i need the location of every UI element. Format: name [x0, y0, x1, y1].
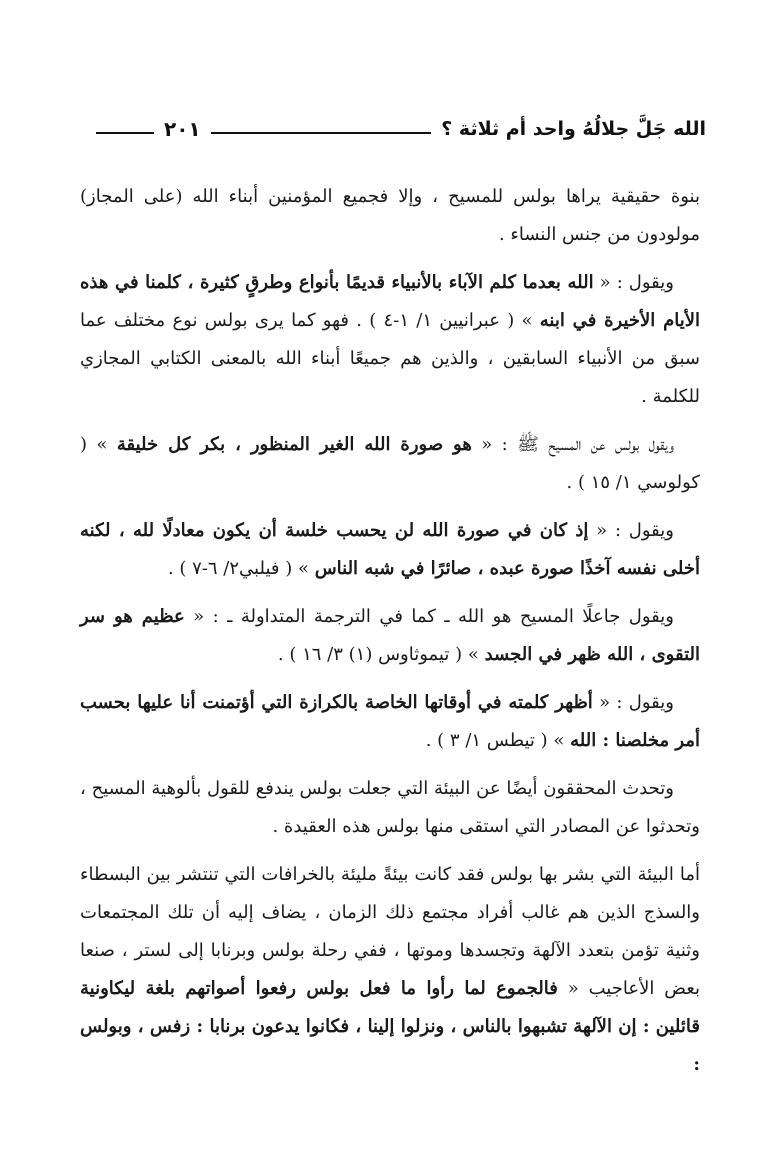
running-header-title: الله جَلَّ جلالُهُ واحد أم ثلاثة ؟ [441, 118, 706, 140]
paragraph-1 [80, 178, 700, 254]
paragraph-3 [80, 426, 700, 502]
paragraph-8 [80, 856, 700, 1084]
paragraph-4-lead: ويقول : « [588, 520, 674, 541]
paragraph-8-quote: فالجموع لما رأوا ما فعل بولس رفعوا أصواتهم بلغة ليكاونية قائلين : إن الآلهة تشبهوا بالناس ، ونزلوا إلينا ، فكانوا يدعون برنابا : زفس ، وبولس : [80, 978, 700, 1075]
header-rule-long [211, 132, 432, 134]
paragraph-3-lead: ويقول بولس عن المسيح ﷺ : « [471, 434, 674, 455]
paragraph-4-rest: » ( فيلبي٢/ ٦-٧ ) . [167, 558, 315, 579]
paragraph-2-quote: الله بعدما كلم الآباء بالأنبياء قديمًا بأنواع وطرقٍ كثيرة ، كلمنا في هذه الأيام الأخيرة في ابنه [80, 272, 701, 331]
body-text [80, 178, 700, 1094]
paragraph-5 [80, 598, 700, 674]
paragraph-2-rest: » ( عبرانيين ١/ ١-٤ ) . فهو كما يرى بولس نوع مختلف عما سبق من الأنبياء السابقين ، والذين هم جميعًا أبناء الله بالمعنى الكتابي المجازي للكلمة . [80, 310, 700, 407]
paragraph-6-rest: » ( تيطس ١/ ٣ ) . [425, 730, 571, 751]
paragraph-4 [80, 512, 700, 588]
paragraph-6 [80, 684, 700, 760]
paragraph-1-rest: بنوة حقيقية يراها بولس للمسيح ، وإلا فجميع المؤمنين أبناء الله (على المجاز) مولودون من جنس النساء . [80, 186, 700, 245]
running-header [86, 112, 706, 146]
paragraph-5-quote: عظيم هو سر التقوى ، الله ظهر في الجسد [80, 606, 700, 665]
paragraph-2 [80, 264, 700, 416]
paragraph-7 [80, 770, 700, 846]
paragraph-3-rest: » ( كولوسي ١/ ١٥ ) . [80, 434, 700, 493]
paragraph-7-rest: وتحدث المحققون أيضًا عن البيئة التي جعلت بولس يندفع للقول بألوهية المسيح ، وتحدثوا عن المصادر التي استقى منها بولس هذه العقيدة . [80, 778, 700, 837]
page-number: ٢٠١ [164, 117, 201, 141]
paragraph-3-quote: هو صورة الله الغير المنظور ، بكر كل خليقة [116, 434, 472, 455]
paragraph-6-lead: ويقول : « [592, 692, 674, 713]
header-rule-short [96, 132, 154, 134]
paragraph-4-quote: إذ كان في صورة الله لن يحسب خلسة أن يكون معادلًا لله ، لكنه أخلى نفسه آخذًا صورة عبده ، صائرًا في شبه الناس [80, 520, 700, 579]
paragraph-2-lead: ويقول : « [593, 272, 674, 293]
paragraph-5-rest: » ( تيموثاوس (١) ٣/ ١٦ ) . [277, 644, 485, 665]
paragraph-5-lead: ويقول جاعلًا المسيح هو الله ـ كما في الترجمة المتداولة ـ : « [184, 606, 674, 627]
paragraph-6-quote: أظهر كلمته في أوقاتها الخاصة بالكرازة التي أؤتمنت أنا عليها بحسب أمر مخلصنا : الله [80, 692, 700, 751]
paragraph-8-lead: أما البيئة التي بشر بها بولس فقد كانت بيئةً مليئة بالخرافات التي تنتشر بين البسطاء والسذج الذين هم غالب أفراد مجتمع ذلك الزمان ، يضاف إليه أن تلك المجتمعات وثنية تؤمن بتعدد الآلهة وتجسدها وموتها ، ففي رحلة بولس وبرنابا إلى لستر ، صنعا بعض الأعاجيب « [80, 864, 700, 999]
